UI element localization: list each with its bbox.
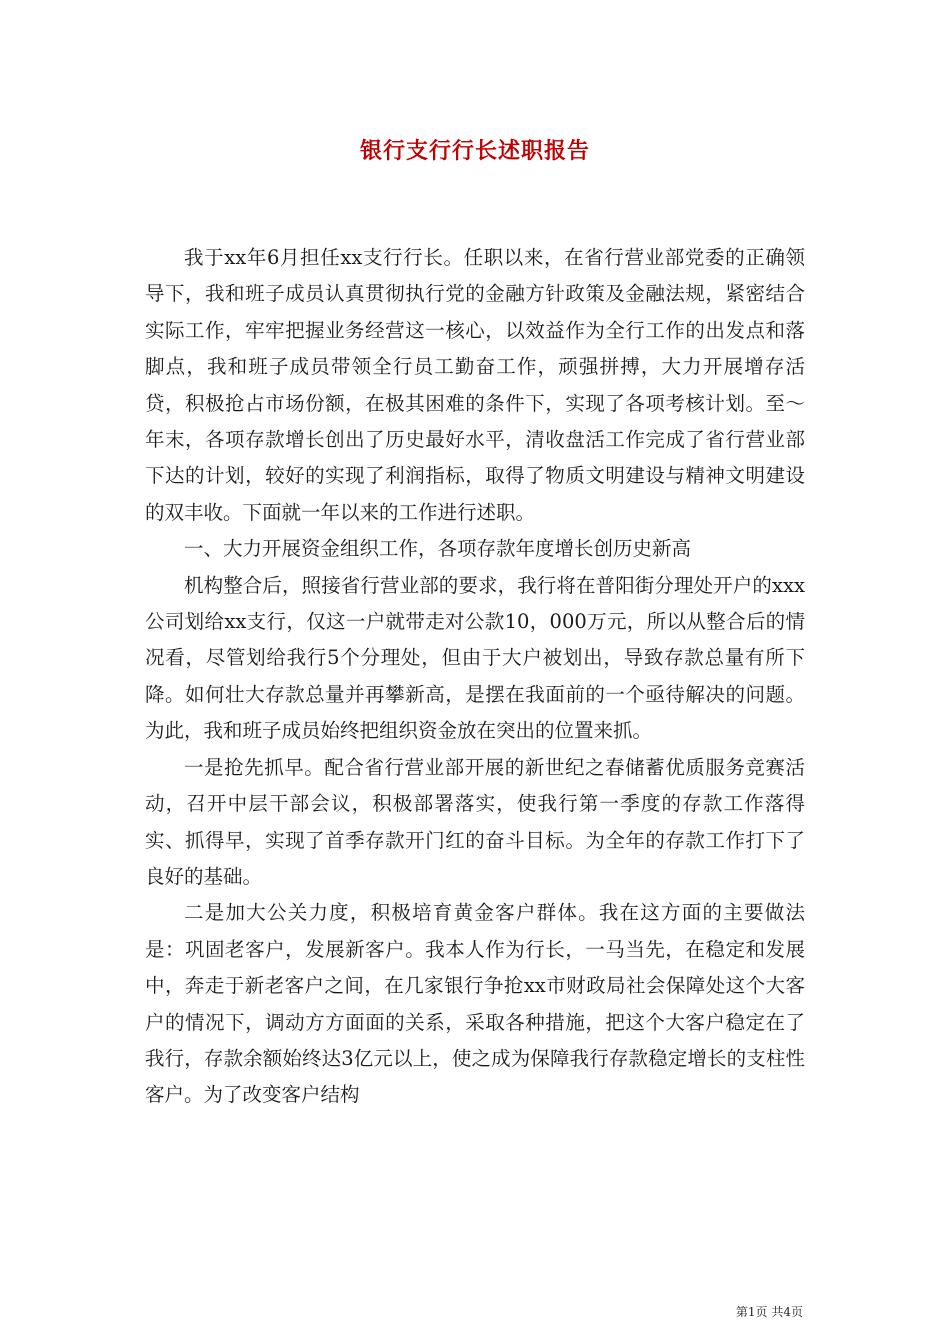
paragraph-intro: 我于xx年6月担任xx支行行长。任职以来，在省行营业部党委的正确领导下，我和班子成员认真贯彻执行党的金融方针政策及金融法规，紧密结合实际工作，牢牢把握业务经营这一核心，以效益作为全行工作的出发点和落脚点，我和班子成员带领全行员工勤奋工作，顽强拼搏，大力开展增存活贷，积极抢占市场份额，在极其困难的条件下，实现了各项考核计划。至～年末，各项存款增长创出了历史最好水平，清收盘活工作完成了省行营业部下达的计划，较好的实现了利润指标，取得了物质文明建设与精神文明建设的双丰收。下面就一年以来的工作进行述职。	[145, 246, 805, 524]
paragraph-point-one: 一是抢先抓早。配合省行营业部开展的新世纪之春储蓄优质服务竞赛活动，召开中层干部会议，积极部署落实，使我行第一季度的存款工作落得实、抓得早，实现了首季存款开门红的奋斗目标。为全年的存款工作打下了良好的基础。	[145, 755, 805, 888]
paragraph-restructuring: 机构整合后，照接省行营业部的要求，我行将在普阳街分理处开户的xxx公司划给xx支行，仅这一户就带走对公款10，000万元，所以从整合后的情况看，尽管划给我行5个分理处，但由于大户被划出，导致存款总量有所下降。如何壮大存款总量并再攀新高，是摆在我面前的一个亟待解决的问题。为此，我和班子成员始终把组织资金放在突出的位置来抓。	[145, 573, 805, 743]
document-title: 银行支行行长述职报告	[359, 138, 590, 164]
paragraph-section-heading: 一、大力开展资金组织工作，各项存款年度增长创历史新高	[184, 537, 692, 561]
page-number-footer: 第1页 共4页	[735, 1305, 803, 1319]
document-body	[145, 240, 805, 1114]
paragraph-point-two: 二是加大公关力度，积极培育黄金客户群体。我在这方面的主要做法是：巩固老客户，发展新客户。我本人作为行长，一马当先，在稳定和发展中，奔走于新老客户之间，在几家银行争抢xx市财政局社会保障处这个大客户的情况下，调动方方面面的关系，采取各种措施，把这个大客户稳定在了我行，存款余额始终达3亿元以上，使之成为保障我行存款稳定增长的支柱性客户。为了改变客户结构	[145, 901, 805, 1107]
